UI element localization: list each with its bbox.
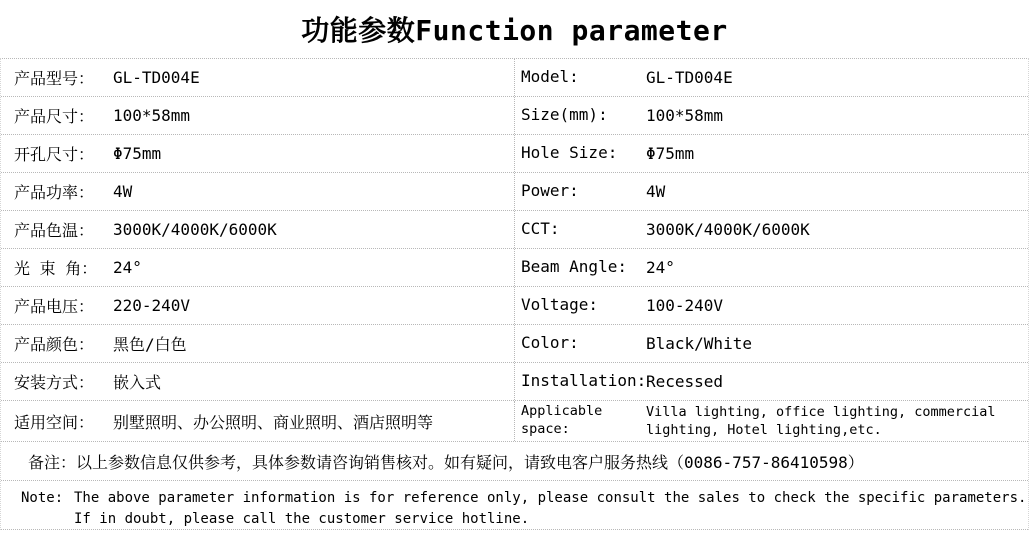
table-row-color bbox=[1, 325, 1028, 363]
cn-label: 产品功率： bbox=[14, 183, 95, 202]
en-label: Model: bbox=[521, 67, 579, 87]
cn-label: 安装方式： bbox=[14, 373, 95, 392]
en-label: Installation: bbox=[521, 371, 647, 391]
cell-cn-model bbox=[1, 59, 515, 96]
table-row-applicable-space bbox=[1, 401, 1028, 442]
table-row-power bbox=[1, 173, 1028, 211]
en-value: Φ75mm bbox=[646, 143, 695, 163]
cn-label: 产品型号： bbox=[14, 69, 95, 88]
remark-en-text bbox=[74, 488, 1026, 530]
remark-en-label: Note: bbox=[21, 490, 64, 506]
cn-label: 开孔尺寸： bbox=[14, 145, 95, 164]
cn-value: 别墅照明、办公照明、商业照明、酒店照明等 bbox=[113, 412, 434, 432]
table-row-installation bbox=[1, 363, 1028, 401]
cell-cn-power bbox=[1, 173, 515, 210]
table-row-size bbox=[1, 97, 1028, 135]
remark-en-line1: The above parameter information is for reference only, please consult the sales to check the specific parameters. bbox=[74, 490, 1027, 506]
cell-en-applicable-space bbox=[515, 401, 1028, 441]
en-value: 100*58mm bbox=[646, 105, 724, 125]
cell-en-cct bbox=[515, 211, 1028, 248]
cn-value: 3000K/4000K/6000K bbox=[113, 220, 277, 239]
en-label: Beam Angle: bbox=[521, 257, 627, 277]
cell-cn-applicable-space bbox=[1, 401, 515, 441]
table-row-beam-angle bbox=[1, 249, 1028, 287]
cell-en-color bbox=[515, 325, 1028, 362]
en-label: Color: bbox=[521, 333, 579, 353]
cn-value: 100*58mm bbox=[113, 106, 191, 125]
en-label: CCT: bbox=[521, 219, 560, 239]
en-value: Villa lighting, office lighting, commercial lighting, Hotel lighting,etc. bbox=[646, 403, 996, 438]
cell-cn-cct bbox=[1, 211, 515, 248]
cell-cn-installation bbox=[1, 363, 515, 400]
en-value: Recessed bbox=[646, 371, 724, 391]
cn-value: 220-240V bbox=[113, 296, 191, 315]
cell-en-size bbox=[515, 97, 1028, 134]
en-label: Voltage: bbox=[521, 295, 599, 315]
cell-cn-color bbox=[1, 325, 515, 362]
cn-value: GL-TD004E bbox=[113, 68, 200, 87]
cell-cn-beam-angle bbox=[1, 249, 515, 286]
remark-cn-label: 备注： bbox=[28, 452, 77, 472]
table-row-cct bbox=[1, 211, 1028, 249]
table-row-voltage bbox=[1, 287, 1028, 325]
cn-value: 黑色/白色 bbox=[113, 335, 187, 354]
en-value: 4W bbox=[646, 181, 666, 201]
cn-value: 4W bbox=[113, 182, 133, 201]
cell-en-voltage bbox=[515, 287, 1028, 324]
cell-en-power bbox=[515, 173, 1028, 210]
en-label: Power: bbox=[521, 181, 579, 201]
remark-en-line2: If in doubt, please call the customer service hotline. bbox=[74, 511, 530, 527]
page-title: 功能参数Function parameter bbox=[301, 14, 728, 47]
en-value: GL-TD004E bbox=[646, 67, 733, 87]
cell-cn-voltage bbox=[1, 287, 515, 324]
cn-label: 产品电压： bbox=[14, 297, 95, 316]
en-label: Applicable space: bbox=[521, 403, 603, 437]
cell-cn-size bbox=[1, 97, 515, 134]
table-row-model bbox=[1, 59, 1028, 97]
cn-label: 光 束 角： bbox=[14, 259, 98, 278]
cell-cn-hole-size bbox=[1, 135, 515, 172]
remark-row-cn bbox=[1, 442, 1028, 481]
en-label: Hole Size: bbox=[521, 143, 618, 163]
cn-value: 嵌入式 bbox=[113, 373, 162, 392]
remark-row-en bbox=[1, 481, 1028, 530]
cn-label: 产品颜色： bbox=[14, 335, 95, 354]
cell-en-model bbox=[515, 59, 1028, 96]
cell-en-hole-size bbox=[515, 135, 1028, 172]
cn-label: 产品尺寸： bbox=[14, 107, 95, 126]
cn-label: 产品色温： bbox=[14, 221, 95, 240]
table-row-hole-size bbox=[1, 135, 1028, 173]
cell-en-installation bbox=[515, 363, 1028, 400]
en-label: Size(mm): bbox=[521, 105, 608, 125]
en-value: 24° bbox=[646, 257, 675, 277]
cn-value: 24° bbox=[113, 258, 142, 277]
en-value: 100-240V bbox=[646, 295, 724, 315]
parameter-table bbox=[0, 58, 1029, 530]
en-value: 3000K/4000K/6000K bbox=[646, 219, 810, 239]
en-value: Black/White bbox=[646, 333, 752, 353]
cn-label: 适用空间： bbox=[14, 412, 95, 432]
cell-en-beam-angle bbox=[515, 249, 1028, 286]
remark-cn-text: 以上参数信息仅供参考，具体参数请咨询销售核对。如有疑问，请致电客户服务热线（0086-757-86410598） bbox=[76, 452, 864, 472]
cn-value: Φ75mm bbox=[113, 144, 162, 163]
